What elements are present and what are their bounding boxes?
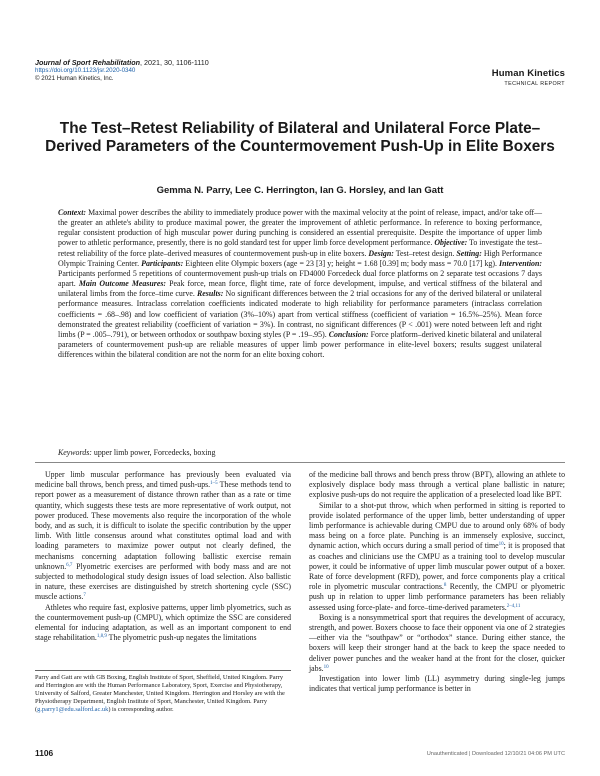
affiliation-footnote bbox=[35, 670, 291, 714]
journal-header bbox=[35, 58, 565, 87]
body-text: Similar to a shot-put throw, which when performed in sitting is reported to provide isolated performance of the upper limb, better understanding of upper limb performance is achievable during CMPU due to around only 68% of body mass being on a force plate. Punching is an immensely explosive, succinct, dynamic action, which occurs during a small period of time bbox=[309, 500, 565, 551]
abstract-participants: Eighteen elite Olympic boxers (age = 23 [3] y; height = 1.68 [0.39] m; body mass = 70.0 [17] kg). bbox=[183, 258, 500, 268]
body-text: Boxing is a nonsymmetrical sport that requires the development of accuracy, strength, and power. Boxers choose to face their opponent via one of 2 strategies—either via the “southpaw” or “orthodox” stance. During either stance, the boxers will keep their stronger hand at the back to keep the space needed to deliver power punches and the weaker hand at the front for the closer, quicker jabs. bbox=[309, 612, 565, 673]
abstract-label-context: Context: bbox=[58, 208, 87, 217]
keywords-list: upper limb power, Forcedecks, boxing bbox=[91, 448, 216, 457]
publisher-block bbox=[492, 68, 565, 87]
citation-ref[interactable]: 7 bbox=[83, 593, 86, 599]
citation-ref[interactable]: 1–5 bbox=[210, 481, 218, 487]
citation-ref[interactable]: 6,7 bbox=[66, 562, 73, 568]
body-text: These methods tend to report power as a measurement of distance thrown rather than as a rate or time quantity, which suggests these tests are more representative of work output, not power produced. These movements also require the incorporation of the whole body, and as such, it is difficult to isolate the specific contribution by the upper limb. With little consensus around what constitutes optimal load and with loading parameters to maximize power output not clearly defined, the mechanisms concerning adaptation following ballistic exercise remain unknown. bbox=[35, 480, 291, 571]
body-paragraph bbox=[309, 613, 565, 674]
body-paragraph bbox=[309, 470, 565, 501]
journal-citation bbox=[35, 58, 565, 67]
section-divider bbox=[35, 462, 565, 463]
abstract-conclusion: Force platform–derived kinetic bilateral and unilateral parameters of countermovement push-up are reliable measures of upper limb power performance in elite-level boxers; results suggest unilateral differences within the bilateral condition are not the norm for an elite boxing cohort. bbox=[58, 329, 542, 360]
doi-link[interactable]: https://doi.org/10.1123/jsr.2020-0340 bbox=[35, 67, 136, 74]
abstract-label-objective: Objective: bbox=[434, 238, 468, 248]
citation-ref[interactable]: 1,8,9 bbox=[96, 634, 107, 640]
abstract-outcomes: Peak force, mean force, flight time, rate of force development, impulse, and vertical stiffness of the bilateral and unilateral limbs from the force–time curve. bbox=[58, 279, 542, 299]
abstract-context: Maximal power describes the ability to immediately produce power with the maximal velocity at the point of release, impact, and/or take off—the greater an athlete's ability to produce maximal power, the greater the improvement of athletic performance. In reference to boxing performance, regular consistent production of high muscular power during punching is considered an essential prerequisite. Despite the importance of upper limb power to athletic performance, presently, there is no gold standard test for upper limb force development performance. bbox=[58, 208, 542, 248]
corresponding-email-link[interactable]: g.parry1@edu.salford.ac.uk bbox=[37, 706, 109, 713]
body-paragraph bbox=[35, 603, 291, 644]
body-text: Athletes who require fast, explosive patterns, upper limb plyometrics, such as the countermovement push-up (CMPU), which optimize the SSC are considered elemental for inducing adaptation, as well as an important component to end stage rehabilitation. bbox=[35, 602, 291, 643]
keywords-line bbox=[58, 448, 542, 457]
body-text: The plyometric push-up negates the limitations bbox=[106, 633, 257, 643]
abstract-label-setting: Setting: bbox=[456, 248, 482, 258]
abstract-label-conclusion: Conclusion: bbox=[328, 329, 369, 339]
body-text: Upper limb muscular performance has previously been evaluated via medicine ball throws, bench press, and timed push-ups. bbox=[35, 470, 291, 490]
abstract-label-outcomes: Main Outcome Measures: bbox=[78, 279, 167, 289]
abstract-label-participants: Participants: bbox=[141, 258, 184, 268]
copyright-line: © 2021 Human Kinetics, Inc. bbox=[35, 75, 114, 82]
article-type: TECHNICAL REPORT bbox=[504, 81, 565, 87]
abstract-label-intervention: Intervention: bbox=[499, 258, 542, 268]
body-text: Plyometric exercises are performed with body mass and are not subjected to methodological study design issues of load selection. Also ballistic in nature, these exercises are distinguished by stretch shortening cycle (SSC) muscle actions. bbox=[35, 561, 291, 602]
body-paragraph bbox=[35, 470, 291, 603]
abstract-intervention: Participants performed 5 repetitions of countermovement push-up trials on FD4000 Forcedeck dual force platforms on 2 separate test occasions 7 days apart. bbox=[58, 268, 542, 289]
abstract-label-results: Results: bbox=[197, 289, 224, 299]
citation-ref[interactable]: 8 bbox=[443, 583, 447, 589]
abstract bbox=[58, 208, 542, 360]
citation-details: , 2021, 30, 1106-1110 bbox=[140, 58, 209, 67]
body-paragraph bbox=[309, 674, 565, 694]
author-list: Gemma N. Parry, Lee C. Herrington, Ian G. Horsley, and Ian Gatt bbox=[156, 185, 444, 196]
citation-ref[interactable]: 2–4,11 bbox=[506, 603, 521, 609]
body-paragraph bbox=[309, 501, 565, 613]
abstract-objective: To investigate the test–retest reliability of the force plate–derived measures of countermovement push-up in elite boxers. bbox=[58, 238, 542, 258]
citation-ref[interactable]: 10 bbox=[498, 542, 504, 548]
page-number: 1106 bbox=[35, 748, 54, 758]
abstract-results: No significant differences between the 2 trial occasions for any of the derived bilateral or unilateral performance measures. Intraclass correlation coefficients indicated moderate to high reliability for performance parameters (intraclass correlation coefficients = .68–.98) and low coefficient of variation (3%–10%) apart from vertical stiffness (coefficient of variation = 16.5%–25%). Mean force demonstrated the greatest reliability (coefficient of variation = 3%). In contrast, no significant differences (P < .001) were noted between left and right limbs (P = .005–.791), or between orthodox or southpaw boxing styles (P = .19–.95). bbox=[58, 289, 542, 339]
abstract-label-design: Design: bbox=[368, 248, 394, 258]
body-column-left bbox=[35, 470, 291, 643]
body-text: of the medicine ball throws and bench press throw (BPT), allowing an athlete to explosively displace body mass through a vertical plane ballistic in nature; explosive push-ups do not require the application of a preselected load like BPT. bbox=[309, 470, 565, 500]
download-stamp: Unauthenticated | Downloaded 12/10/21 04:06 PM UTC bbox=[426, 751, 565, 757]
footnote-tail: ) is corresponding author. bbox=[108, 706, 174, 713]
journal-name: Journal of Sport Rehabilitation bbox=[35, 58, 141, 67]
footnote-text: Parry and Gatt are with GB Boxing, English Institute of Sport, Sheffield, United Kingdom. Parry and Herrington are with the Human Performance Laboratory, Sport, Exercise and Physiotherapy, University of Salford, Greater Manchester, United Kingdom. Herrington and Horsley are with the Physiotherapy Department, English Institute of Sport, Manchester, United Kingdom. Parry ( bbox=[35, 674, 285, 713]
abstract-design: Test–retest design. bbox=[393, 248, 457, 258]
keywords-label: Keywords: bbox=[58, 448, 92, 457]
article-title: The Test–Retest Reliability of Bilateral and Unilateral Force Plate–Derived Parameters of the Countermovement Push-Up in Elite Boxers bbox=[45, 120, 555, 156]
abstract-setting: High Performance Olympic Training Center. bbox=[58, 248, 542, 268]
body-text: Recently, the CMPU or plyometric push up in relation to upper limb performance parameters has been reliably assessed using force-plate- and force–time-derived parameters. bbox=[309, 582, 565, 612]
body-column-right bbox=[309, 470, 565, 694]
body-text: Investigation into lower limb (LL) asymmetry during single-leg jumps indicates that vertical jump performance is better in bbox=[309, 674, 565, 694]
publisher-logo: Human Kinetics bbox=[491, 68, 565, 79]
citation-ref[interactable]: 10 bbox=[323, 664, 329, 670]
body-text: ; it is proposed that as coaches and clinicians use the CMPU as a training tool to develop muscular power, it could be informative of upper limb muscular power output of a boxer. Rate of force development (RFD), power, and force components play a critical role in plyometric muscular contractions. bbox=[309, 541, 565, 592]
